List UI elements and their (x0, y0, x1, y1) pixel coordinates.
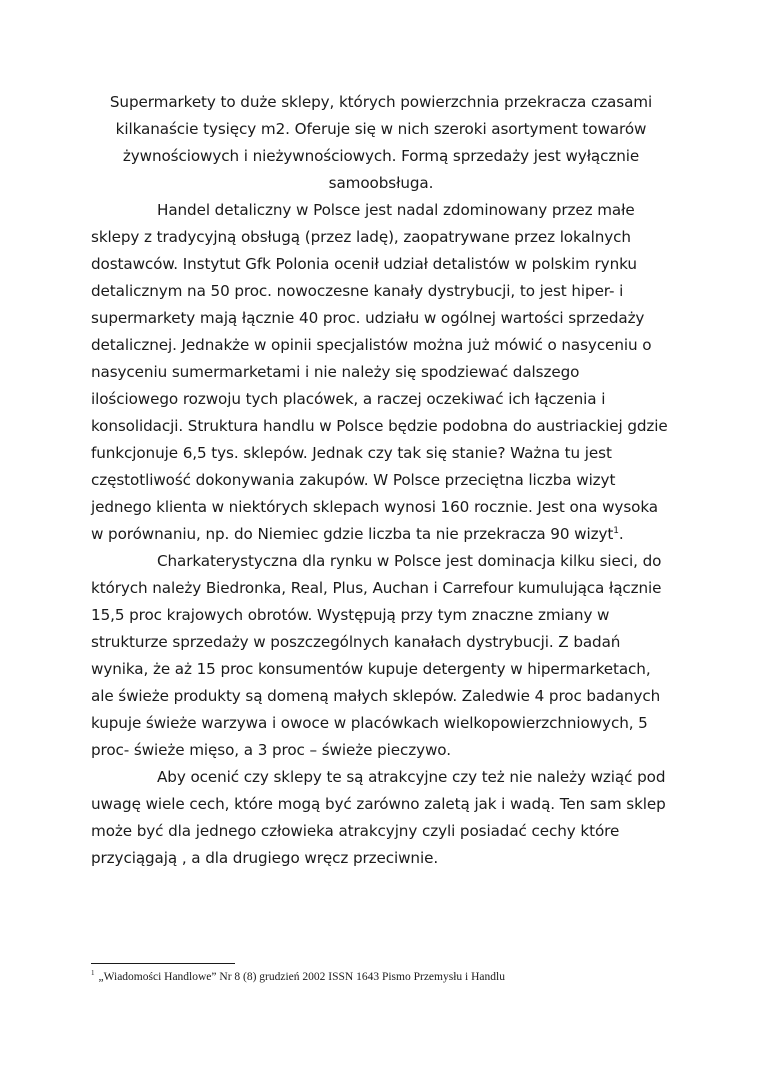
paragraph-text: Supermarkety to duże sklepy, których powierzchnia przekracza czasami kilkanaście tysięcy m2. Oferuje się w nich szeroki asortyment towarów żywnościowych i nieżywnościowych. Formą sprzedaży jest wyłącznie samoobsługa. (109, 93, 653, 192)
footnote (91, 969, 671, 985)
paragraph-chains-dominance (91, 548, 671, 764)
paragraph-text: Charkaterystyczna dla rynku w Polsce jest dominacja kilku sieci, do których należy Biedronka, Real, Plus, Auchan i Carrefour kumulująca łącznie 15,5 proc krajowych obrotów. Występują przy tym znaczne zmiany w strukturze sprzedaży w poszczególnych kanałach dystrybucji. Z badań wynika, że aż 15 proc konsumentów kupuje detergenty w hipermarketach, ale świeże produkty są domeną małych sklepów. Zaledwie 4 proc badanych kupuje świeże warzywa i owoce w placówkach wielkopowierzchniowych, 5 proc- świeże mięso, a 3 proc – świeże pieczywo. (91, 552, 662, 759)
document-body (91, 89, 671, 872)
footnote-reference: 1 (613, 525, 619, 536)
footnote-marker: 1 (91, 969, 95, 978)
paragraph-retail-trade (91, 197, 671, 548)
footnote-text: „Wiadomości Handlowe” Nr 8 (8) grudzień 2002 ISSN 1643 Pismo Przemysłu i Handlu (98, 971, 505, 983)
paragraph-supermarket-definition (91, 89, 671, 197)
paragraph-store-attractiveness (91, 764, 671, 872)
paragraph-text: Aby ocenić czy sklepy te są atrakcyjne czy też nie należy wziąć pod uwagę wiele cech, które mogą być zarówno zaletą jak i wadą. Ten sam sklep może być dla jednego człowieka atrakcyjny czyli posiadać cechy które przyciągają , a dla drugiego wręcz przeciwnie. (91, 768, 666, 867)
paragraph-end: . (618, 525, 624, 543)
paragraph-text: Handel detaliczny w Polsce jest nadal zdominowany przez małe sklepy z tradycyjną obsługą (przez ladę), zaopatrywane przez lokalnych dostawców. Instytut Gfk Polonia ocenił udział detalistów w polskim rynku detalicznym na 50 proc. nowoczesne kanały dystrybucji, to jest hiper- i supermarkety mają łącznie 40 proc. udziału w ogólnej wartości sprzedaży detalicznej. Jednakże w opinii specjalistów można już mówić o nasyceniu o nasyceniu sumermarketami i nie należy się spodziewać dalszego ilościowego rozwoju tych placówek, a raczej oczekiwać ich łączenia i konsolidacji. Struktura handlu w Polsce będzie podobna do austriackiej gdzie funkcjonuje 6,5 tys. sklepów. Jednak czy tak się stanie? Ważna tu jest częstotliwość dokonywania zakupów. W Polsce przeciętna liczba wizyt jednego klienta w niektórych sklepach wynosi 160 rocznie. Jest ona wysoka w porównaniu, np. do Niemiec gdzie liczba ta nie przekracza 90 wizyt (91, 201, 668, 543)
footnote-separator (91, 963, 235, 964)
